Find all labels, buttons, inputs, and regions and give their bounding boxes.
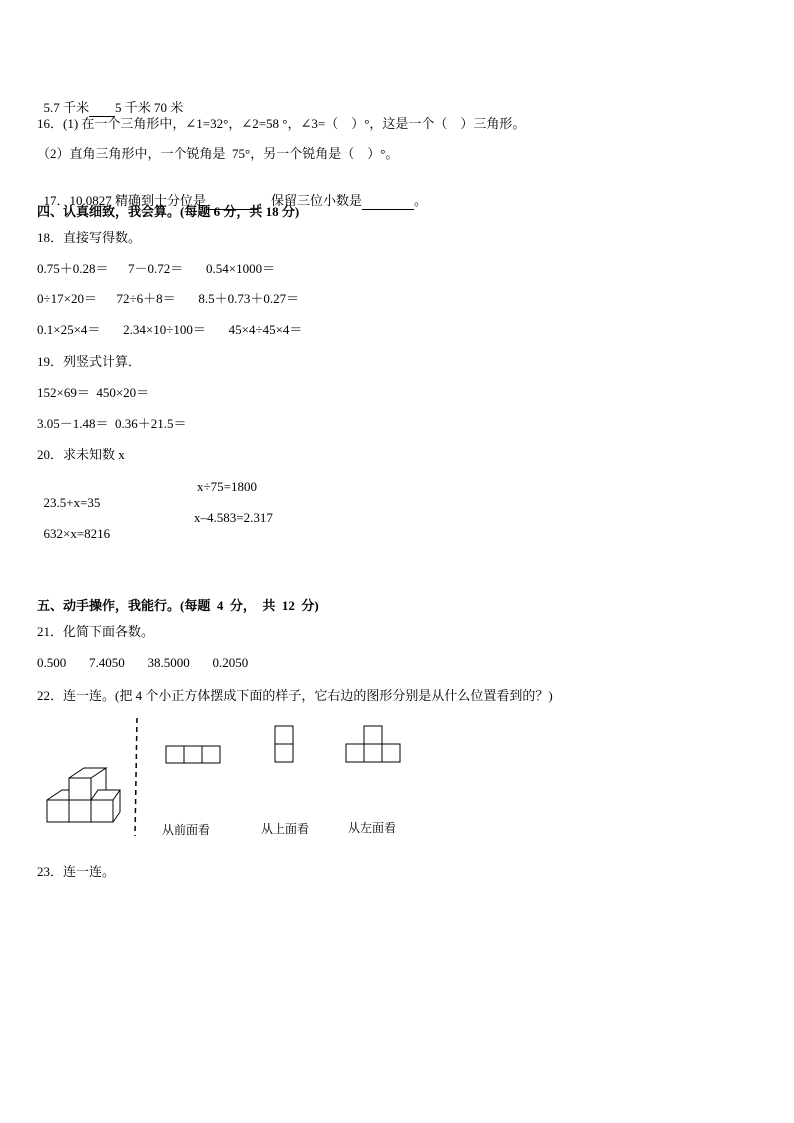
q15-line xyxy=(37,84,183,117)
section-4-heading: 四、认真细致，我会算。(每题 6 分，共 18 分) xyxy=(37,204,300,219)
section-5-heading: 五、动手操作，我能行。(每题 4 分， 共 12 分) xyxy=(37,598,319,613)
q16-part2: （2）直角三角形中，一个锐角是 75°，另一个锐角是（ ）°。 xyxy=(37,146,399,161)
q20-row-1 xyxy=(37,479,100,511)
q22-title: 22．连一连。(把 4 个小正方体摆成下面的样子，它右边的图形分别是从什么位置看到的？) xyxy=(37,688,553,703)
q19-title: 19．列竖式计算． xyxy=(37,354,142,369)
q17-text-b: ，保留三位小数是 xyxy=(258,193,363,208)
q21-row: 0.500 7.4050 38.5000 0.2050 xyxy=(37,655,249,670)
q16-part1: 16．(1) 在一个三角形中，∠1=32°，∠2=58 °，∠3=（ ）°，这是一个（ ）三角形。 xyxy=(37,116,526,131)
q20-title: 20．求未知数 x xyxy=(37,447,125,462)
caption-top-view[interactable]: 从上面看 xyxy=(261,822,310,836)
q18-row-3: 0.1×25×4＝ 2.34×10÷100＝ 45×4÷45×4＝ xyxy=(37,322,303,337)
q20-eq-4: x–4.583=2.317 xyxy=(194,510,273,525)
q19-row-1: 152×69＝ 450×20＝ xyxy=(37,385,150,400)
q15-blank[interactable] xyxy=(89,100,115,117)
view-three-row[interactable] xyxy=(166,746,220,763)
q18-title: 18．直接写得数。 xyxy=(37,230,142,245)
q17-blank-2[interactable] xyxy=(362,193,414,210)
q19-row-2: 3.05－1.48＝ 0.36＋21.5＝ xyxy=(37,416,187,431)
q18-row-2: 0÷17×20＝ 72÷6＋8＝ 8.5＋0.73＋0.27＝ xyxy=(37,291,300,306)
q20-row-2 xyxy=(37,510,110,542)
q17-text-c: 。 xyxy=(414,193,428,208)
q20-eq-1: 23.5+x=35 xyxy=(43,495,101,510)
q18-row-1: 0.75＋0.28＝ 7－0.72＝ 0.54×1000＝ xyxy=(37,261,276,276)
q20-eq-3: 632×x=8216 xyxy=(43,526,111,541)
q23-title: 23．连一连。 xyxy=(37,864,116,879)
q15-left: 5.7 千米 xyxy=(43,100,90,115)
caption-left-view[interactable]: 从左面看 xyxy=(348,821,397,835)
q20-eq-2: x÷75=1800 xyxy=(197,479,257,494)
q17-text-a: 17．10.0827 精确到十分位是 xyxy=(43,193,207,208)
q21-title: 21．化简下面各数。 xyxy=(37,624,155,639)
caption-front-view[interactable]: 从前面看 xyxy=(162,823,211,837)
divider-dashed xyxy=(135,718,137,836)
view-two-stacked[interactable] xyxy=(275,726,293,762)
view-t-shape[interactable] xyxy=(346,726,400,762)
cube-stack-drawing xyxy=(47,768,120,822)
q15-right: 5 千米 70 米 xyxy=(115,100,184,115)
